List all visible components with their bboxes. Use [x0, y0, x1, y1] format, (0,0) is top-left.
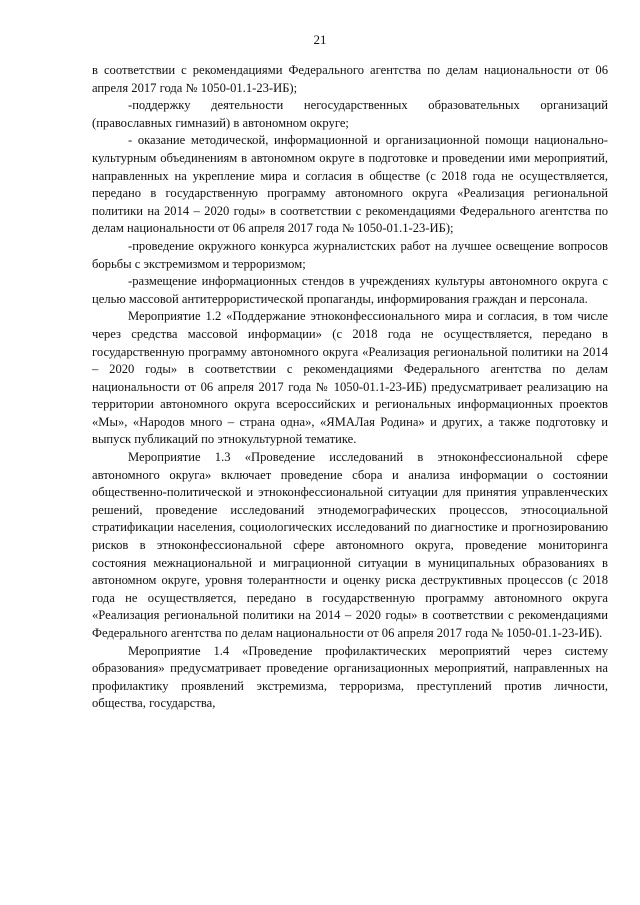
document-body: [92, 62, 608, 713]
paragraph-list-item-journalism-contest: -проведение окружного конкурса журналистских работ на лучшее освещение вопросов борьбы с экстремизмом и терроризмом;: [92, 238, 608, 271]
paragraph-measure-1-2: Мероприятие 1.2 «Поддержание этноконфессионального мира и согласия, в том числе через средства массовой информации» (с 2018 года не осуществляется, передано в государственную программу автономного округа «Реализация региональной политики на 2014 – 2020 годы» в соответствии с рекомендациями Федерального агентства по делам национальности от 06 апреля 2017 года № 1050-01.1-23-ИБ) предусматривает реализацию на территории автономного округа всероссийских и региональных информационных проектов «Мы», «Народов много – страна одна», «ЯМАЛая Родина» и других, а также подготовку и выпуск публикаций по этнокультурной тематике.: [92, 309, 608, 447]
paragraph-list-item-information-stands: -размещение информационных стендов в учреждениях культуры автономного округа с целью массовой антитеррористической пропаганды, информирования граждан и персонала.: [92, 274, 608, 306]
paragraph-measure-1-3: Мероприятие 1.3 «Проведение исследований в этноконфессиональной сфере автономного округа» включает проведение сбора и анализа информации о состоянии общественно-политической и этноконфессиональной ситуации для принятия управленческих решений, проведение исследований этнодемографических процессов, этносоциальной стратификации населения, социологических исследований по диагностике и прогнозированию рисков в этноконфессиональной сфере автономного округа, проведение мониторинга состояния межнациональной и миграционной ситуации в муниципальных образованиях в автономном округе, уровня толерантности и оценку риска деструктивных процессов (с 2018 года не осуществляется, передано в государственную программу автономного округа «Реализация региональной политики на 2014 – 2020 годы» в соответствии с рекомендациями Федерального агентства по делам национальности от 06 апреля 2017 года № 1050-01.1-23-ИБ).: [92, 450, 608, 640]
page-number: 21: [313, 32, 327, 47]
paragraph-list-item-methodical-assistance: - оказание методической, информационной и организационной помощи национально-культурным объединениям в автономном округе в подготовке и проведении ими мероприятий, направленных на укрепление мира и согласия в обществе (с 2018 года не осуществляется, передано в государственную программу автономного округа «Реализация региональной политики на 2014 – 2020 годы» в соответствии с рекомендациями Федерального агентства по делам национальности от 06 апреля 2017 года № 1050-01.1-23-ИБ);: [92, 133, 608, 236]
paragraph-continuation: в соответствии с рекомендациями Федерального агентства по делам национальности от 06 апреля 2017 года № 1050-01.1-23-ИБ);: [92, 63, 608, 95]
paragraph-list-item-gymnasium-support: -поддержку деятельности негосударственных образовательных организаций (православных гимназий) в автономном округе;: [92, 98, 608, 130]
paragraph-measure-1-4: Мероприятие 1.4 «Проведение профилактических мероприятий через систему образования» предусматривает проведение организационных мероприятий, направленных на профилактику проявлений экстремизма, терроризма, преступлений против личности, общества, государства,: [92, 643, 608, 711]
